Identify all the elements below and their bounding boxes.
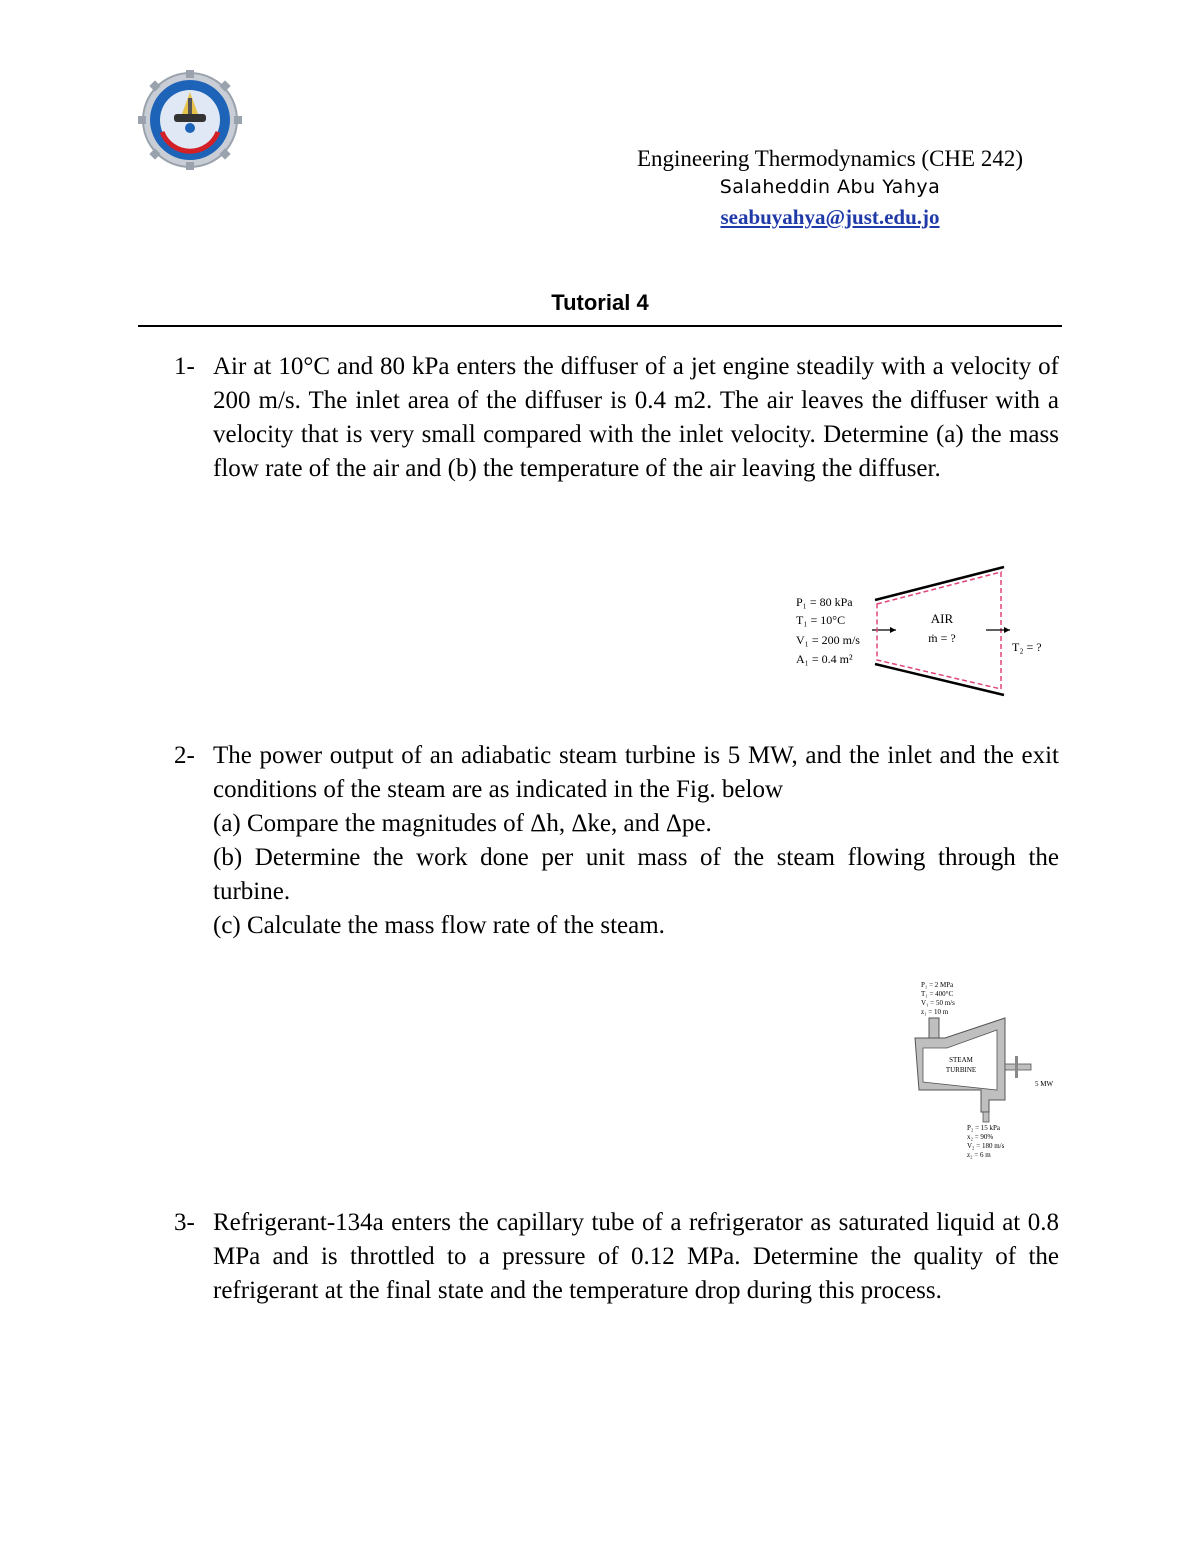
fig1-a1: A₁ = 0.4 m² xyxy=(796,652,853,666)
question-number: 1- xyxy=(174,353,195,380)
fig1-t2: T₂ = ? xyxy=(1012,640,1042,654)
question-1 xyxy=(174,350,1059,486)
fig1-air: AIR xyxy=(930,611,954,626)
fig2-label1: STEAM xyxy=(949,1056,973,1064)
question-part-b: (b) Determine the work done per unit mass of the steam flowing through the turbine. xyxy=(213,844,1059,905)
university-logo xyxy=(138,70,242,170)
fig2-in4: z₁ = 10 m xyxy=(921,1008,949,1016)
fig1-p1: P₁ = 80 kPa xyxy=(796,595,853,609)
instructor-name: Salaheddin Abu Yahya xyxy=(719,176,941,198)
diffuser-top-wall xyxy=(875,567,1004,600)
question-number: 3- xyxy=(174,1209,195,1236)
question-3 xyxy=(174,1206,1059,1308)
title-divider xyxy=(138,325,1062,327)
fig2-out4: z₂ = 6 m xyxy=(967,1151,991,1159)
fig1-t1: T₁ = 10°C xyxy=(796,613,846,627)
question-2 xyxy=(174,739,1059,943)
question-part-a: (a) Compare the magnitudes of Δh, Δke, and Δpe. xyxy=(213,810,712,837)
question-text: Refrigerant-134a enters the capillary tube of a refrigerator as saturated liquid at 0.8 MPa and is throttled to a pressure of 0.12 MPa. Determine the quality of the refrigerant at the final state and the temperature drop during this process. xyxy=(213,1209,1059,1304)
question-number: 2- xyxy=(174,742,195,769)
diffuser-bottom-wall xyxy=(875,664,1004,695)
fig2-power: 5 MW xyxy=(1035,1080,1054,1088)
fig2-out2: x₂ = 90% xyxy=(967,1133,994,1141)
outlet-pipe xyxy=(983,1112,989,1122)
question-part-c: (c) Calculate the mass flow rate of the steam. xyxy=(213,912,665,939)
fig2-in1: P₁ = 2 MPa xyxy=(921,981,954,989)
steam-turbine-figure xyxy=(905,978,1065,1168)
diffuser-figure xyxy=(790,560,1060,700)
course-title: Engineering Thermodynamics (CHE 242) xyxy=(636,146,1023,171)
fig1-mdot: ṁ = ? xyxy=(928,631,956,645)
fig2-label2: TURBINE xyxy=(945,1066,977,1074)
fig1-v1: V₁ = 200 m/s xyxy=(796,633,860,647)
question-text: Air at 10°C and 80 kPa enters the diffuser of a jet engine steadily with a velocity of 200 m/s. The inlet area of the diffuser is 0.4 m2. The air leaves the diffuser with a velocity that is very small compared with the inlet velocity. Determine (a) the mass flow rate of the air and (b) the temperature of the air leaving the diffuser. xyxy=(213,353,1059,482)
fig2-out3: V₂ = 180 m/s xyxy=(967,1142,1005,1150)
question-text: The power output of an adiabatic steam turbine is 5 MW, and the inlet and the exit conditions of the steam are as indicated in the Fig. below xyxy=(213,742,1059,803)
fig2-out1: P₂ = 15 kPa xyxy=(967,1124,1001,1132)
instructor-email-link[interactable]: seabuyahya@just.edu.jo xyxy=(720,205,940,229)
tutorial-title: Tutorial 4 xyxy=(551,290,649,315)
fig2-in3: V₁ = 50 m/s xyxy=(921,999,955,1007)
fig2-in2: T₁ = 400°C xyxy=(921,990,954,998)
